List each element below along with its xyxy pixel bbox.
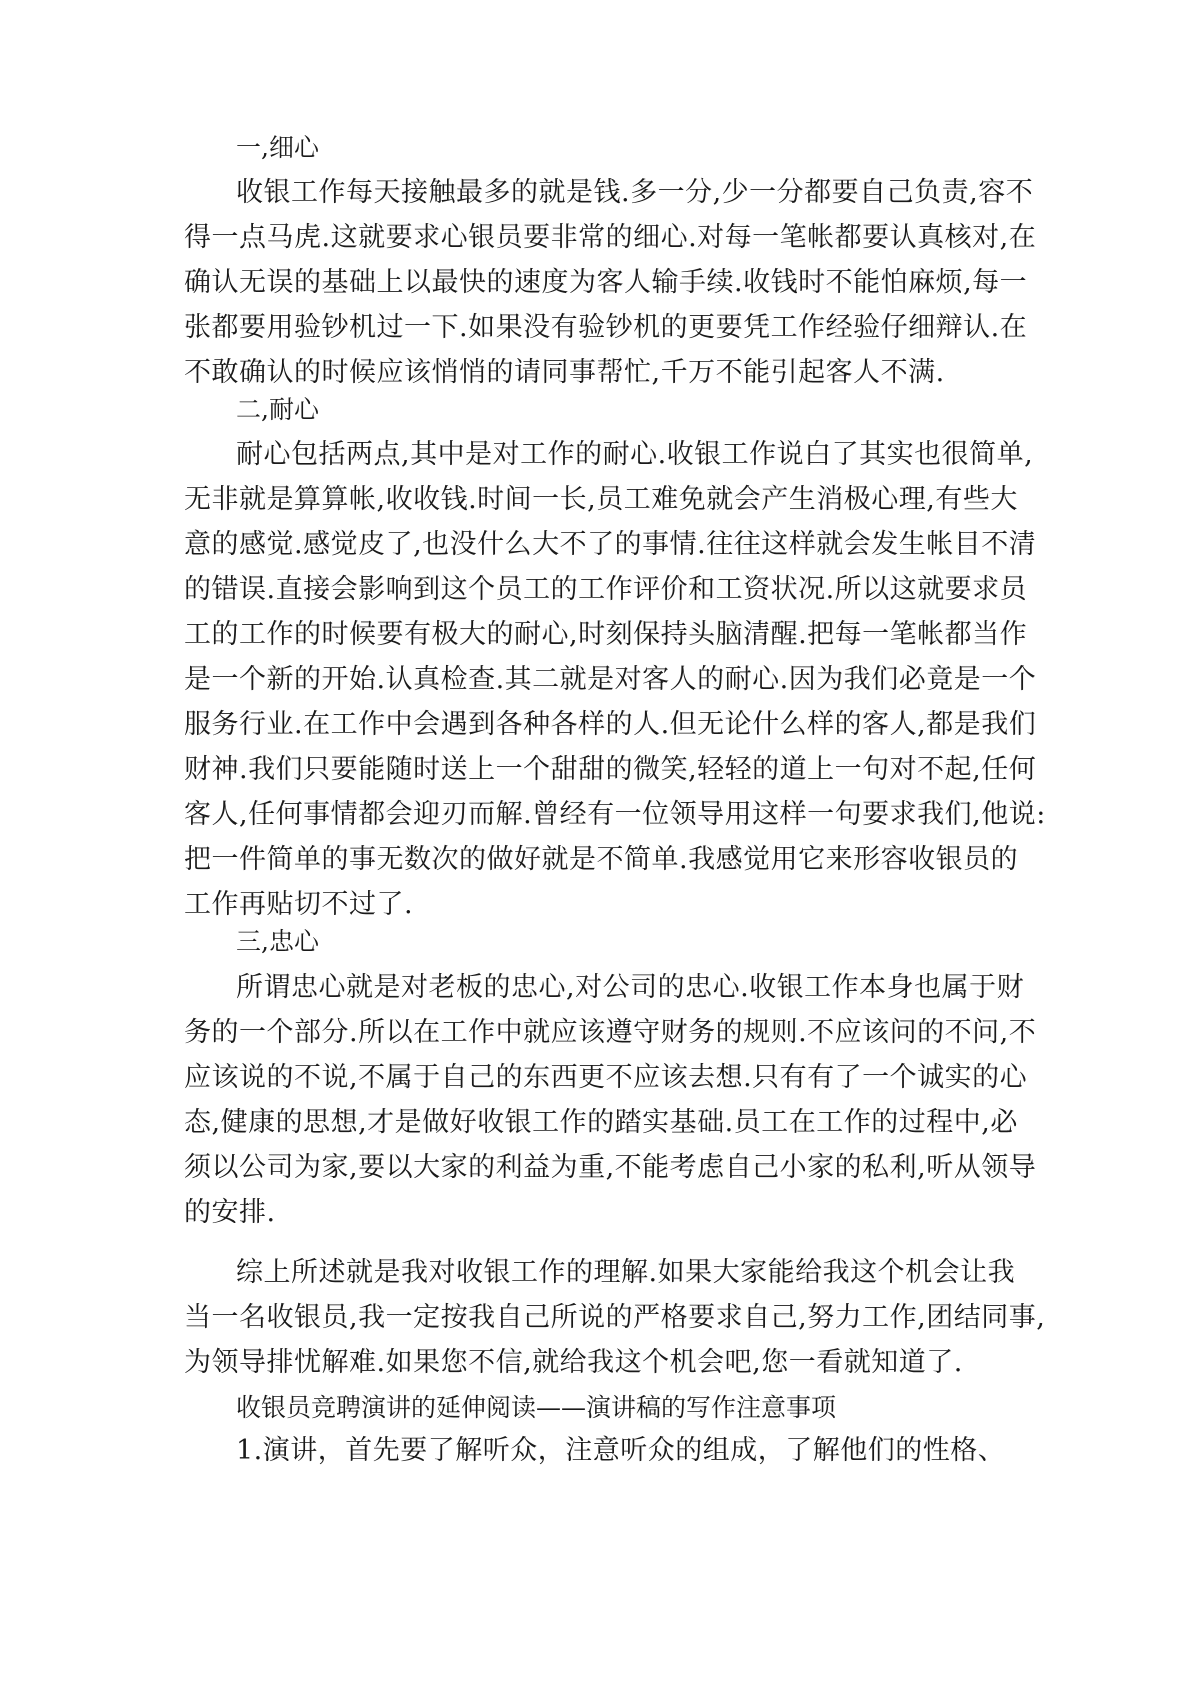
paragraph-line: 态,健康的思想,才是做好收银工作的踏实基础.员工在工作的过程中,必	[184, 1107, 1018, 1138]
paragraph-line: 当一名收银员,我一定按我自己所说的严格要求自己,努力工作,团结同事,	[184, 1302, 1046, 1333]
paragraph-line: 耐心包括两点,其中是对工作的耐心.收银工作说白了其实也很简单,	[236, 439, 1034, 470]
paragraph-line: 收银工作每天接触最多的就是钱.多一分,少一分都要自己负责,容不	[236, 177, 1034, 208]
paragraph-line: 工作再贴切不过了.	[184, 889, 414, 920]
paragraph-line: 无非就是算算帐,收收钱.时间一长,员工难免就会产生消极心理,有些大	[184, 484, 1018, 515]
paragraph-line: 1.演讲，首先要了解听众，注意听众的组成，了解他们的性格、	[236, 1435, 1006, 1466]
paragraph-line: 确认无误的基础上以最快的速度为客人输手续.收钱时不能怕麻烦,每一	[184, 267, 1028, 298]
paragraph-line: 工的工作的时候要有极大的耐心,时刻保持头脑清醒.把每一笔帐都当作	[184, 619, 1028, 650]
paragraph-line: 意的感觉.感觉皮了,也没什么大不了的事情.往往这样就会发生帐目不清	[184, 529, 1037, 560]
extended-reading-title: 收银员竞聘演讲的延伸阅读——演讲稿的写作注意事项	[236, 1393, 837, 1422]
paragraph-line: 综上所述就是我对收银工作的理解.如果大家能给我这个机会让我	[236, 1257, 1016, 1288]
paragraph-line: 服务行业.在工作中会遇到各种各样的人.但无论什么样的客人,都是我们	[184, 709, 1037, 740]
section-body-2	[184, 432, 1046, 927]
paragraph-line: 须以公司为家,要以大家的利益为重,不能考虑自己小家的私利,听从领导	[184, 1152, 1037, 1183]
paragraph-line: 客人,任何事情都会迎刃而解.曾经有一位领导用这样一句要求我们,他说:	[184, 799, 1046, 830]
paragraph-line: 财神.我们只要能随时送上一个甜甜的微笑,轻轻的道上一句对不起,任何	[184, 754, 1037, 785]
paragraph-line: 所谓忠心就是对老板的忠心,对公司的忠心.收银工作本身也属于财	[236, 972, 1025, 1003]
paragraph-line: 应该说的不说,不属于自己的东西更不应该去想.只有有了一个诚实的心	[184, 1062, 1028, 1093]
section-heading-2: 二,耐心	[236, 395, 319, 424]
section-body-3	[184, 965, 1037, 1235]
paragraph-line: 得一点马虎.这就要求心银员要非常的细心.对每一笔帐都要认真核对,在	[184, 222, 1037, 253]
section-heading-1: 一,细心	[236, 133, 319, 162]
conclusion-paragraph	[184, 1250, 1046, 1385]
paragraph-line: 的错误.直接会影响到这个员工的工作评价和工资状况.所以这就要求员	[184, 574, 1028, 605]
paragraph-line: 把一件简单的事无数次的做好就是不简单.我感觉用它来形容收银员的	[184, 844, 1019, 875]
section-body-1	[184, 170, 1037, 395]
tip-paragraph	[184, 1428, 1012, 1473]
section-heading-3: 三,忠心	[236, 927, 319, 956]
paragraph-line: 张都要用验钞机过一下.如果没有验钞机的更要凭工作经验仔细辩认.在	[184, 312, 1028, 343]
paragraph-line: 务的一个部分.所以在工作中就应该遵守财务的规则.不应该问的不问,不	[184, 1017, 1037, 1048]
paragraph-line: 的安排.	[184, 1197, 276, 1228]
paragraph-line: 不敢确认的时候应该悄悄的请同事帮忙,千万不能引起客人不满.	[184, 357, 945, 388]
paragraph-line: 是一个新的开始.认真检查.其二就是对客人的耐心.因为我们必竟是一个	[184, 664, 1037, 695]
paragraph-line: 为领导排忧解难.如果您不信,就给我这个机会吧,您一看就知道了.	[184, 1347, 963, 1378]
